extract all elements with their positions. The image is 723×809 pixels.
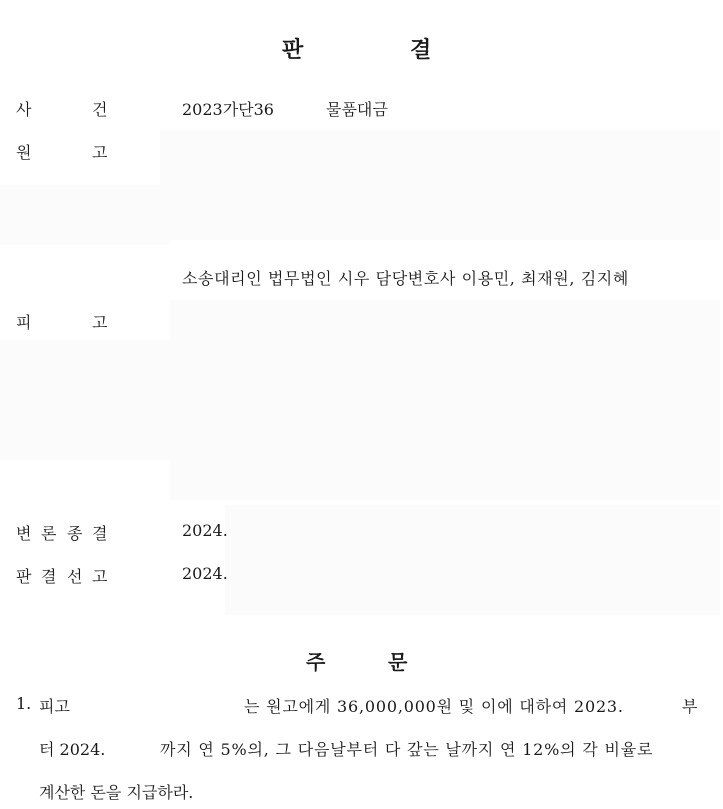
plaintiff-label-char-1: 원 [16, 143, 32, 162]
order-item-number: 1. [16, 694, 32, 713]
case-number: 2023가단36 [182, 100, 274, 119]
order-item-text-e: 계산한 돈을 지급하라. [39, 783, 194, 802]
case-label-char-1: 사 [16, 100, 32, 119]
defendant-label-char-2: 고 [92, 313, 108, 332]
plaintiff-label-char-2: 고 [92, 143, 108, 162]
document-title-char-2: 결 [410, 37, 432, 63]
closing-date-value: 2024. [182, 521, 228, 540]
order-heading-char-1: 주 [306, 650, 326, 674]
order-item-text-a: 는 원고에게 36,000,000원 및 이에 대하여 2023. [244, 697, 624, 716]
redaction-area [225, 505, 720, 615]
judgment-date-label-char-1: 판 [16, 567, 32, 586]
case-name: 물품대금 [326, 100, 388, 119]
judgment-date-label-char-3: 선 [67, 567, 83, 586]
document-title-char-1: 판 [282, 37, 304, 63]
closing-date-label-char-1: 변 [16, 524, 32, 543]
redaction-area [0, 185, 170, 245]
order-item-text-d: 까지 연 5%의, 그 다음날부터 다 갚는 날까지 연 12%의 각 비율로 [160, 740, 654, 759]
defendant-label-char-1: 피 [16, 313, 32, 332]
judgment-date-value: 2024. [182, 564, 228, 583]
closing-date-label-char-4: 결 [92, 524, 108, 543]
redaction-area [0, 340, 180, 460]
order-item-text-b: 부 [682, 697, 698, 716]
judgment-date-label-char-2: 결 [41, 567, 57, 586]
redaction-area [160, 130, 720, 240]
judgment-date-label-char-4: 고 [92, 567, 108, 586]
order-item-text-c: 터 2024. [39, 740, 106, 759]
closing-date-label-char-2: 론 [41, 524, 57, 543]
plaintiff-counsel: 소송대리인 법무법인 시우 담당변호사 이용민, 최재원, 김지혜 [182, 269, 629, 288]
order-item-defendant: 피고 [39, 697, 70, 716]
case-label-char-2: 건 [92, 100, 108, 119]
redaction-area [170, 300, 720, 500]
closing-date-label-char-3: 종 [67, 524, 83, 543]
order-heading-char-2: 문 [388, 650, 408, 674]
